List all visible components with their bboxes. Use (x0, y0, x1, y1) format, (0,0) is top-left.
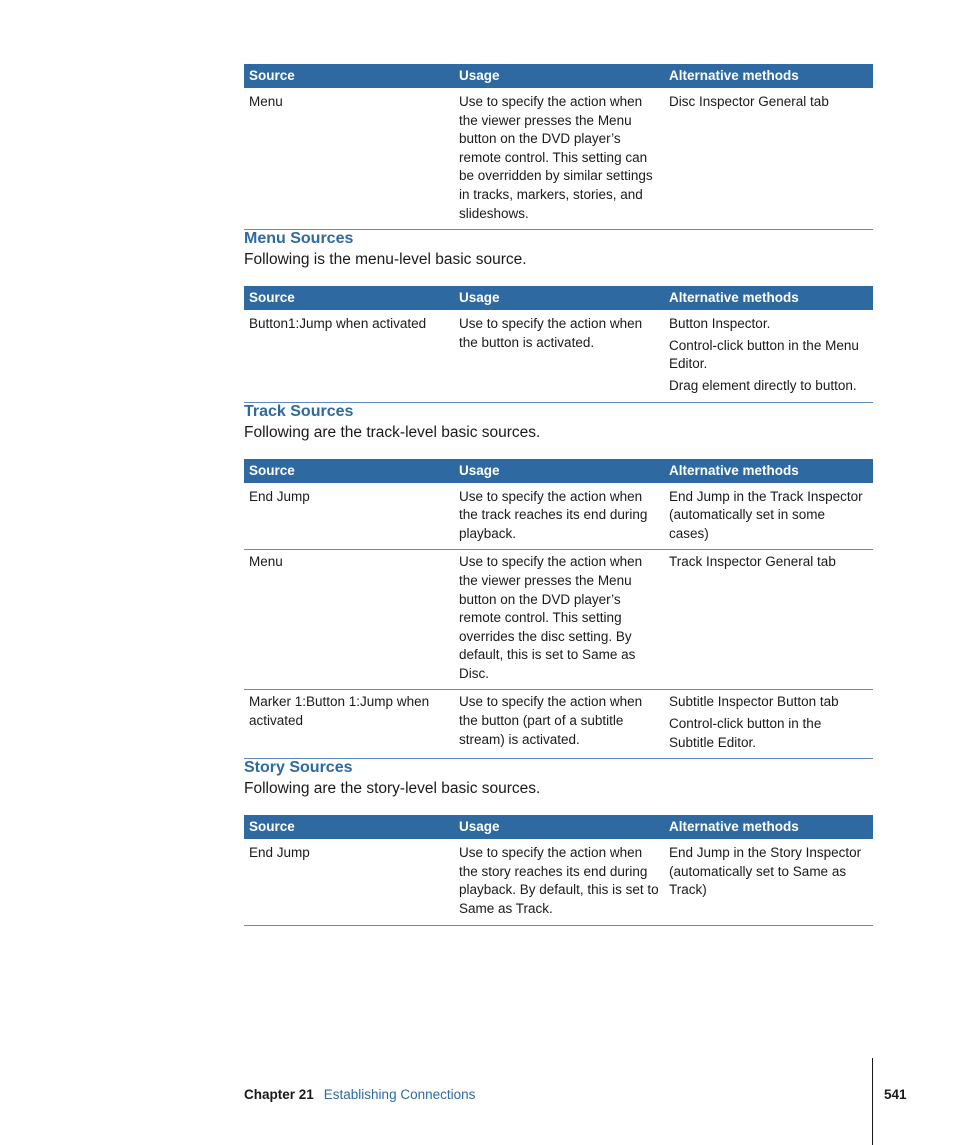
page-content (244, 64, 873, 926)
table-header-row (244, 286, 873, 311)
cell-source: End Jump (244, 840, 454, 925)
cell-source: Marker 1:Button 1:Jump when activated (244, 690, 454, 759)
header-usage: Usage (454, 815, 664, 840)
menu-sources-intro: Following is the menu-level basic source. (244, 251, 527, 269)
cell-alternative-methods (664, 89, 873, 230)
story-sources-heading: Story Sources (244, 759, 353, 777)
cell-alternative-methods (664, 840, 873, 925)
table-row (244, 89, 873, 230)
header-usage: Usage (454, 286, 664, 311)
cell-source: Menu (244, 550, 454, 690)
alternative-method-item: Control-click button in the Subtitle Editor. (669, 716, 822, 750)
menu-sources-table (244, 286, 873, 402)
header-usage: Usage (454, 64, 664, 89)
cell-source: Menu (244, 89, 454, 230)
cell-usage: Use to specify the action when the story reaches its end during playback. By default, this is set to Same as Track. (454, 840, 664, 925)
header-source: Source (244, 64, 454, 89)
alternative-method-item: Button Inspector. (669, 316, 771, 332)
alternative-method-item: End Jump in the Track Inspector (automatically set in some cases) (669, 488, 863, 541)
header-alternative-methods: Alternative methods (664, 286, 873, 311)
cell-alternative-methods (664, 550, 873, 690)
header-alternative-methods: Alternative methods (664, 459, 873, 484)
header-source: Source (244, 459, 454, 484)
story-sources-intro: Following are the story-level basic sources. (244, 780, 541, 798)
cell-usage: Use to specify the action when the viewer presses the Menu button on the DVD player’s remote control. This setting overrides the disc setting. By default, this is set to Same as Disc. (454, 550, 664, 690)
cell-alternative-methods (664, 311, 873, 402)
table-header-row (244, 815, 873, 840)
alternative-method-item: Subtitle Inspector Button tab (669, 694, 839, 710)
page-footer (244, 1087, 475, 1102)
table-header-row (244, 459, 873, 484)
cell-usage: Use to specify the action when the track reaches its end during playback. (454, 484, 664, 550)
table-header-row (244, 64, 873, 89)
cell-usage: Use to specify the action when the button is activated. (454, 311, 664, 402)
header-source: Source (244, 286, 454, 311)
table-row (244, 690, 873, 759)
footer-chapter-title: Establishing Connections (323, 1087, 476, 1102)
cell-source: End Jump (244, 484, 454, 550)
cell-alternative-methods (664, 690, 873, 759)
alternative-method-item: Disc Inspector General tab (669, 94, 829, 109)
disc-sources-table (244, 64, 873, 230)
cell-usage: Use to specify the action when the viewer presses the Menu button on the DVD player’s remote control. This setting can be overridden by similar settings in tracks, markers, stories, and slideshows. (454, 89, 664, 230)
footer-chapter: Chapter 21 (244, 1087, 314, 1102)
menu-sources-heading: Menu Sources (244, 230, 354, 248)
table-row (244, 484, 873, 550)
page-number: 541 (884, 1087, 907, 1102)
table-row (244, 311, 873, 402)
header-usage: Usage (454, 459, 664, 484)
cell-usage: Use to specify the action when the button (part of a subtitle stream) is activated. (454, 690, 664, 759)
track-sources-heading: Track Sources (244, 402, 354, 420)
header-source: Source (244, 815, 454, 840)
story-sources-table (244, 815, 873, 925)
cell-alternative-methods (664, 484, 873, 550)
alternative-method-item: Drag element directly to button. (669, 377, 857, 393)
alternative-method-item: Control-click button in the Menu Editor. (669, 337, 859, 372)
alternative-method-item: End Jump in the Story Inspector (automatically set to Same as Track) (669, 845, 862, 898)
cell-source: Button1:Jump when activated (244, 311, 454, 402)
track-sources-table (244, 459, 873, 760)
header-alternative-methods: Alternative methods (664, 64, 873, 89)
table-row (244, 840, 873, 925)
header-alternative-methods: Alternative methods (664, 815, 873, 840)
alternative-method-item: Track Inspector General tab (669, 554, 836, 570)
footer-divider (872, 1058, 873, 1145)
track-sources-intro: Following are the track-level basic sources. (244, 423, 541, 441)
table-row (244, 550, 873, 690)
